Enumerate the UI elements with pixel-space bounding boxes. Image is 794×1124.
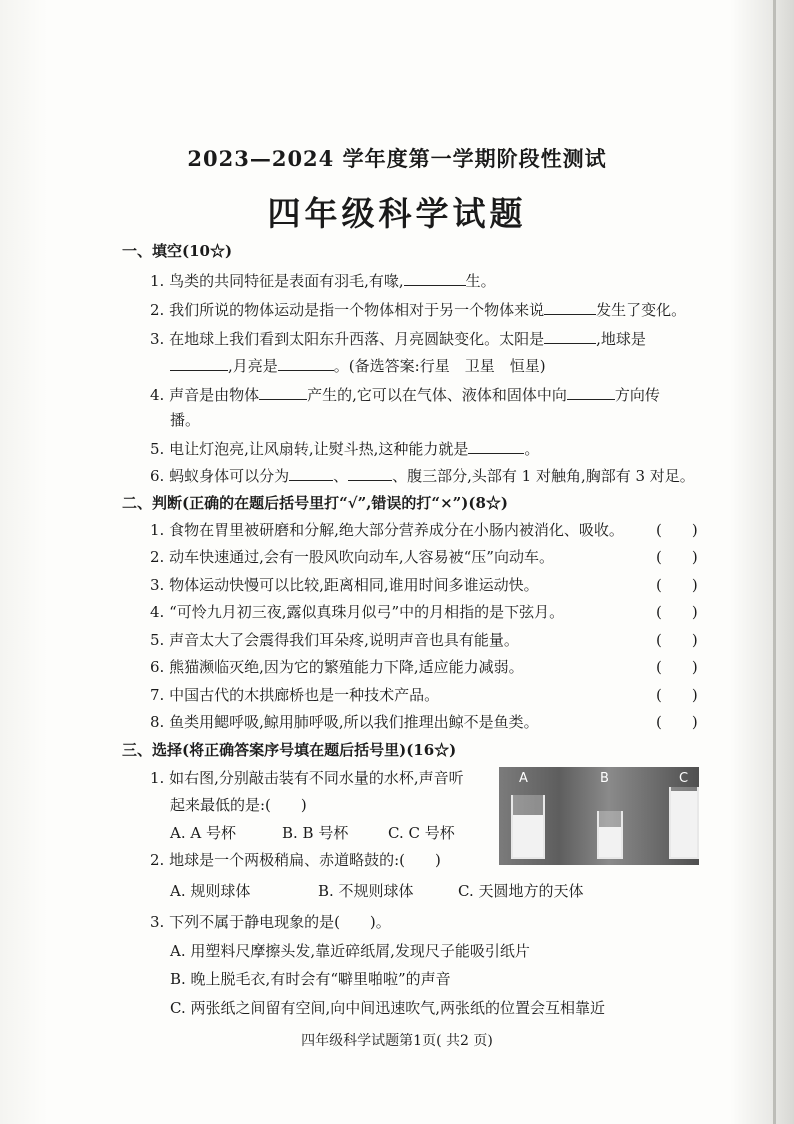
q2-text-b: 发生了变化。 [596, 301, 687, 319]
choice-question-3: 3. 下列不属于静电现象的是( )。 [150, 913, 391, 931]
judge-item-6: 6. 熊猫濒临灭绝,因为它的繁殖能力下降,适应能力减弱。 [150, 658, 524, 676]
choice-q1-option-b[interactable]: B. B 号杯 [282, 824, 349, 842]
judge-item-3: 3. 物体运动快慢可以比较,距离相同,谁用时间多谁运动快。 [150, 576, 539, 594]
q4-text-a: 4. 声音是由物体 [150, 386, 260, 404]
section1-heading: 一、填空(10☆) [122, 242, 233, 260]
judge-answer-8[interactable]: ( ) [656, 713, 698, 731]
judge-answer-3[interactable]: ( ) [656, 576, 698, 594]
fill-question-6 [150, 465, 695, 486]
fill-question-3 [150, 328, 646, 349]
judge-answer-5[interactable]: ( ) [656, 631, 698, 649]
q3-blank-moon[interactable] [278, 356, 334, 371]
choice-q3-option-b[interactable]: B. 晚上脱毛衣,有时会有“噼里啪啦”的声音 [170, 970, 451, 988]
q1-text-a: 1. 鸟类的共同特征是表面有羽毛,有喙, [150, 272, 404, 290]
fill-question-4 [150, 384, 660, 405]
choice-question-1-cont: 起来最低的是:( ) [170, 796, 307, 814]
q5-blank[interactable] [468, 439, 524, 454]
q4-blank-2[interactable] [567, 385, 615, 400]
judge-answer-7[interactable]: ( ) [656, 686, 698, 704]
fill-question-3-cont [170, 355, 546, 376]
judge-answer-2[interactable]: ( ) [656, 548, 698, 566]
cup-label-b: B [600, 771, 609, 786]
judge-item-8: 8. 鱼类用鳃呼吸,鲸用肺呼吸,所以我们推理出鲸不是鱼类。 [150, 713, 539, 731]
q1-text-b: 生。 [465, 272, 496, 290]
q4-text-c: 方向传 [614, 386, 660, 404]
q3-text-a: 3. 在地球上我们看到太阳东升西落、月亮圆缺变化。太阳是 [150, 330, 545, 348]
choice-q2-option-b[interactable]: B. 不规则球体 [318, 882, 414, 900]
q3-text-d: 。(备选答案:行星 卫星 恒星) [333, 357, 546, 375]
fill-question-2 [150, 299, 686, 320]
judge-item-2: 2. 动车快速通过,会有一股风吹向动车,人容易被“压”向动车。 [150, 548, 554, 566]
choice-q1-option-a[interactable]: A. A 号杯 [170, 824, 236, 842]
cup-b [597, 811, 623, 859]
choice-q3-option-c[interactable]: C. 两张纸之间留有空间,向中间迅速吹气,两张纸的位置会互相靠近 [170, 999, 606, 1017]
judge-item-1: 1. 食物在胃里被研磨和分解,绝大部分营养成分在小肠内被消化、吸收。 [150, 521, 624, 539]
cup-label-c: C [679, 771, 689, 786]
q5-text-b: 。 [524, 440, 540, 458]
fill-question-4-cont: 播。 [170, 411, 201, 429]
cup-c [669, 787, 699, 859]
section2-heading: 二、判断(正确的在题后括号里打“√”,错误的打“×”)(8☆) [122, 494, 508, 512]
exam-subtitle: 四年级科学试题 [267, 194, 527, 233]
q6-text-c: 、腹三部分,头部有 1 对触角,胸部有 3 对足。 [392, 467, 695, 485]
q6-blank-1[interactable] [289, 466, 333, 481]
choice-q3-option-a[interactable]: A. 用塑料尺摩擦头发,靠近碎纸屑,发现尺子能吸引纸片 [170, 942, 530, 960]
cup-label-a: A [519, 771, 528, 786]
section3-heading: 三、选择(将正确答案序号填在题后括号里)(16☆) [122, 741, 457, 759]
q4-blank-1[interactable] [259, 385, 307, 400]
judge-answer-6[interactable]: ( ) [656, 658, 698, 676]
cup-a [511, 795, 545, 859]
fill-question-5 [150, 438, 539, 459]
q6-text-b: 、 [333, 467, 349, 485]
choice-question-2: 2. 地球是一个两极稍扁、赤道略鼓的:( ) [150, 851, 441, 869]
water-cups-photo [499, 767, 699, 865]
q3-text-b: ,地球是 [596, 330, 646, 348]
q3-text-c: ,月亮是 [228, 357, 278, 375]
q6-text-a: 6. 蚂蚁身体可以分为 [150, 467, 290, 485]
q3-blank-sun[interactable] [544, 329, 596, 344]
choice-question-1: 1. 如右图,分别敲击装有不同水量的水杯,声音听 [150, 769, 464, 787]
choice-q2-option-a[interactable]: A. 规则球体 [170, 882, 251, 900]
q6-blank-2[interactable] [348, 466, 392, 481]
judge-answer-1[interactable]: ( ) [656, 521, 698, 539]
q5-text-a: 5. 电让灯泡亮,让风扇转,让熨斗热,这种能力就是 [150, 440, 469, 458]
judge-item-5: 5. 声音太大了会震得我们耳朵疼,说明声音也具有能量。 [150, 631, 519, 649]
page-footer: 四年级科学试题第1页( 共2 页) [301, 1033, 493, 1049]
judge-item-7: 7. 中国古代的木拱廊桥也是一种技术产品。 [150, 686, 440, 704]
q4-text-b: 产生的,它可以在气体、液体和固体中向 [307, 386, 567, 404]
q3-blank-earth[interactable] [170, 356, 228, 371]
choice-q1-option-c[interactable]: C. C 号杯 [388, 824, 455, 842]
q2-text-a: 2. 我们所说的物体运动是指一个物体相对于另一个物体来说 [150, 301, 545, 319]
choice-q2-option-c[interactable]: C. 天圆地方的天体 [458, 882, 584, 900]
exam-title: 2023—2024 学年度第一学期阶段性测试 [187, 146, 607, 171]
q1-blank[interactable] [404, 271, 466, 286]
fill-question-1 [150, 270, 496, 291]
judge-answer-4[interactable]: ( ) [656, 603, 698, 621]
q2-blank[interactable] [544, 300, 596, 315]
judge-item-4: 4. “可怜九月初三夜,露似真珠月似弓”中的月相指的是下弦月。 [150, 603, 565, 621]
